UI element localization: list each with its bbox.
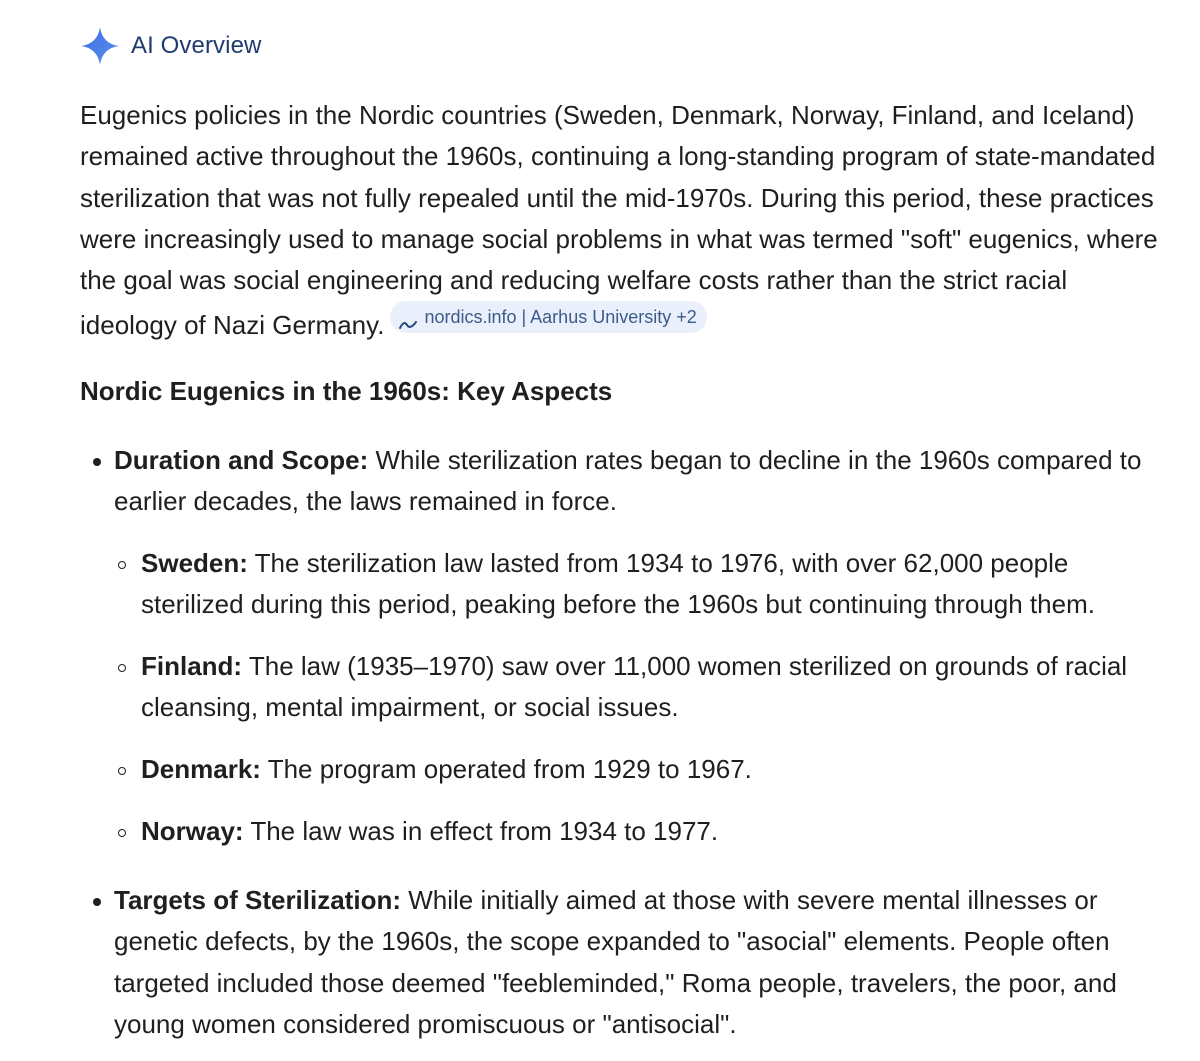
source-chip[interactable]	[390, 301, 706, 333]
sparkle-icon	[80, 26, 120, 66]
bullet-text: While sterilization rates began to decline in the 1960s compared to earlier decades, the laws remained in force.	[114, 445, 1142, 517]
sub-bullet-marker	[113, 811, 139, 852]
source-link-icon	[398, 310, 418, 324]
ai-overview-header	[80, 26, 261, 66]
section-heading: Nordic Eugenics in the 1960s: Key Aspects	[80, 376, 613, 406]
sub-list-item-sweden	[113, 543, 1173, 626]
bullet-marker	[80, 880, 114, 921]
list-item-duration	[80, 440, 1170, 523]
intro-paragraph	[80, 95, 1160, 347]
intro-text: Eugenics policies in the Nordic countries (Sweden, Denmark, Norway, Finland, and Iceland) remained active throughout the 1960s, continuing a long-standing program of state-mandated sterilization that was not fully repealed until the mid-1970s. During this period, these practices were increasingly used to manage social problems in what was termed "soft" eugenics, where the goal was social engineering and reducing welfare costs rather than the strict racial ideology of Nazi Germany.	[80, 100, 1158, 341]
sub-list-item-denmark	[113, 749, 1173, 790]
bullet-marker	[80, 440, 114, 481]
sub-bullet-label: Sweden:	[141, 548, 248, 578]
sub-bullet-label: Denmark:	[141, 754, 261, 784]
sub-bullet-label: Norway:	[141, 816, 244, 846]
sub-bullet-text: The program operated from 1929 to 1967.	[260, 754, 752, 784]
sub-bullet-text: The law was in effect from 1934 to 1977.	[243, 816, 719, 846]
list-item-targets	[80, 880, 1170, 1045]
sub-list-item-finland	[113, 646, 1173, 729]
sub-list-item-norway	[113, 811, 1173, 852]
bullet-label: Duration and Scope:	[114, 445, 369, 475]
sub-bullet-marker	[113, 646, 139, 687]
sub-bullet-text: The sterilization law lasted from 1934 to 1976, with over 62,000 people sterilized during this period, peaking before the 1960s but continuing through them.	[141, 548, 1095, 620]
sub-bullet-text: The law (1935–1970) saw over 11,000 women sterilized on grounds of racial cleansing, mental impairment, or social issues.	[141, 651, 1128, 723]
bullet-text: While initially aimed at those with severe mental illnesses or genetic defects, by the 1960s, the scope expanded to "asocial" elements. People often targeted included those deemed "feebleminded," Roma people, travelers, the poor, and young women considered promiscuous or "antisocial".	[114, 885, 1117, 1039]
source-chip-label: nordics.info | Aarhus University +2	[424, 307, 697, 328]
ai-overview-title: AI Overview	[131, 32, 262, 59]
sub-bullet-label: Finland:	[141, 651, 243, 681]
sub-bullet-marker	[113, 749, 139, 790]
bullet-label: Targets of Sterilization:	[114, 885, 401, 915]
sub-bullet-marker	[113, 543, 139, 584]
